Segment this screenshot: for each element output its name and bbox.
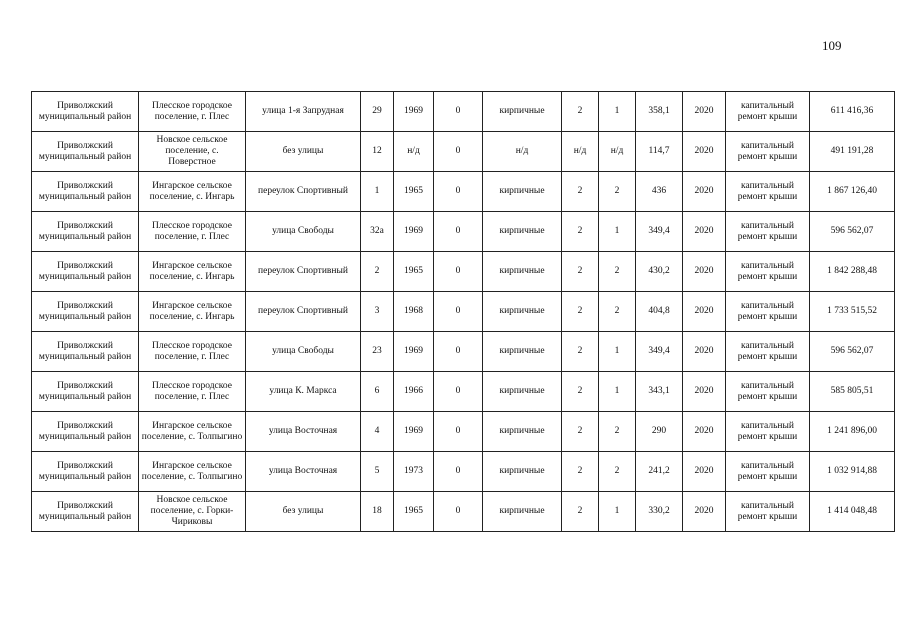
area-cell: 436 [636, 172, 683, 212]
floors-cell: 2 [562, 412, 599, 452]
entrances-cell: 1 [599, 212, 636, 252]
floors-cell: 2 [562, 292, 599, 332]
street-cell: улица Восточная [246, 452, 361, 492]
district-cell: Приволжский муниципальный район [32, 412, 139, 452]
area-cell: 343,1 [636, 372, 683, 412]
house-number-cell: 23 [361, 332, 394, 372]
district-cell: Приволжский муниципальный район [32, 332, 139, 372]
wear-cell: 0 [434, 332, 483, 372]
area-cell: 404,8 [636, 292, 683, 332]
floors-cell: 2 [562, 492, 599, 532]
wall-material-cell: кирпичные [483, 412, 562, 452]
table-row [32, 332, 895, 372]
repair-year-cell: 2020 [683, 492, 726, 532]
wear-cell: 0 [434, 452, 483, 492]
area-cell: 349,4 [636, 332, 683, 372]
cost-cell: 596 562,07 [810, 332, 895, 372]
year-cell: 1969 [394, 412, 434, 452]
street-cell: переулок Спортивный [246, 252, 361, 292]
work-type-cell: капитальный ремонт крыши [726, 252, 810, 292]
year-cell: 1969 [394, 212, 434, 252]
entrances-cell: 2 [599, 452, 636, 492]
table-row [32, 412, 895, 452]
entrances-cell: 1 [599, 92, 636, 132]
year-cell: 1965 [394, 252, 434, 292]
area-cell: 290 [636, 412, 683, 452]
entrances-cell: 2 [599, 252, 636, 292]
wear-cell: 0 [434, 492, 483, 532]
floors-cell: 2 [562, 92, 599, 132]
settlement-cell: Ингарское сельское поселение, с. Толпыгино [139, 452, 246, 492]
wall-material-cell: кирпичные [483, 252, 562, 292]
wall-material-cell: кирпичные [483, 292, 562, 332]
district-cell: Приволжский муниципальный район [32, 212, 139, 252]
settlement-cell: Новское сельское поселение, с. Горки-Чириковы [139, 492, 246, 532]
table-row [32, 92, 895, 132]
cost-cell: 596 562,07 [810, 212, 895, 252]
house-number-cell: 29 [361, 92, 394, 132]
table-row [32, 452, 895, 492]
repair-year-cell: 2020 [683, 332, 726, 372]
district-cell: Приволжский муниципальный район [32, 252, 139, 292]
floors-cell: 2 [562, 172, 599, 212]
district-cell: Приволжский муниципальный район [32, 132, 139, 172]
cost-cell: 1 867 126,40 [810, 172, 895, 212]
entrances-cell: 2 [599, 412, 636, 452]
cost-cell: 585 805,51 [810, 372, 895, 412]
wall-material-cell: кирпичные [483, 452, 562, 492]
area-cell: 358,1 [636, 92, 683, 132]
street-cell: без улицы [246, 132, 361, 172]
floors-cell: 2 [562, 252, 599, 292]
wall-material-cell: кирпичные [483, 92, 562, 132]
year-cell: н/д [394, 132, 434, 172]
cost-cell: 1 032 914,88 [810, 452, 895, 492]
entrances-cell: 2 [599, 172, 636, 212]
cost-cell: 1 241 896,00 [810, 412, 895, 452]
year-cell: 1966 [394, 372, 434, 412]
repair-year-cell: 2020 [683, 372, 726, 412]
floors-cell: н/д [562, 132, 599, 172]
settlement-cell: Ингарское сельское поселение, с. Ингарь [139, 292, 246, 332]
house-number-cell: 5 [361, 452, 394, 492]
district-cell: Приволжский муниципальный район [32, 292, 139, 332]
street-cell: улица Восточная [246, 412, 361, 452]
street-cell: улица Свободы [246, 332, 361, 372]
wall-material-cell: кирпичные [483, 492, 562, 532]
cost-cell: 611 416,36 [810, 92, 895, 132]
wear-cell: 0 [434, 372, 483, 412]
house-number-cell: 32а [361, 212, 394, 252]
table-row [32, 372, 895, 412]
year-cell: 1973 [394, 452, 434, 492]
table-row [32, 132, 895, 172]
house-number-cell: 6 [361, 372, 394, 412]
entrances-cell: 2 [599, 292, 636, 332]
house-number-cell: 1 [361, 172, 394, 212]
cost-cell: 491 191,28 [810, 132, 895, 172]
year-cell: 1965 [394, 492, 434, 532]
table-row [32, 492, 895, 532]
cost-cell: 1 733 515,52 [810, 292, 895, 332]
table-body [32, 92, 895, 532]
wall-material-cell: кирпичные [483, 372, 562, 412]
page-number: 109 [822, 38, 842, 53]
entrances-cell: 1 [599, 332, 636, 372]
work-type-cell: капитальный ремонт крыши [726, 92, 810, 132]
house-number-cell: 18 [361, 492, 394, 532]
repair-year-cell: 2020 [683, 452, 726, 492]
wear-cell: 0 [434, 412, 483, 452]
area-cell: 430,2 [636, 252, 683, 292]
house-number-cell: 12 [361, 132, 394, 172]
settlement-cell: Ингарское сельское поселение, с. Толпыгино [139, 412, 246, 452]
wear-cell: 0 [434, 212, 483, 252]
settlement-cell: Новское сельское поселение, с. Поверстное [139, 132, 246, 172]
entrances-cell: 1 [599, 492, 636, 532]
year-cell: 1969 [394, 332, 434, 372]
wall-material-cell: кирпичные [483, 332, 562, 372]
entrances-cell: н/д [599, 132, 636, 172]
repair-year-cell: 2020 [683, 412, 726, 452]
work-type-cell: капитальный ремонт крыши [726, 292, 810, 332]
floors-cell: 2 [562, 452, 599, 492]
work-type-cell: капитальный ремонт крыши [726, 212, 810, 252]
wall-material-cell: кирпичные [483, 172, 562, 212]
settlement-cell: Плесское городское поселение, г. Плес [139, 332, 246, 372]
table-row [32, 252, 895, 292]
street-cell: улица Свободы [246, 212, 361, 252]
street-cell: улица К. Маркса [246, 372, 361, 412]
year-cell: 1965 [394, 172, 434, 212]
settlement-cell: Плесское городское поселение, г. Плес [139, 372, 246, 412]
repair-year-cell: 2020 [683, 92, 726, 132]
repair-year-cell: 2020 [683, 252, 726, 292]
settlement-cell: Плесское городское поселение, г. Плес [139, 212, 246, 252]
street-cell: переулок Спортивный [246, 292, 361, 332]
settlement-cell: Ингарское сельское поселение, с. Ингарь [139, 252, 246, 292]
floors-cell: 2 [562, 212, 599, 252]
floors-cell: 2 [562, 372, 599, 412]
table-row [32, 212, 895, 252]
repair-year-cell: 2020 [683, 132, 726, 172]
settlement-cell: Ингарское сельское поселение, с. Ингарь [139, 172, 246, 212]
wear-cell: 0 [434, 292, 483, 332]
district-cell: Приволжский муниципальный район [32, 172, 139, 212]
street-cell: улица 1-я Запрудная [246, 92, 361, 132]
street-cell: без улицы [246, 492, 361, 532]
district-cell: Приволжский муниципальный район [32, 492, 139, 532]
repair-year-cell: 2020 [683, 292, 726, 332]
house-number-cell: 2 [361, 252, 394, 292]
work-type-cell: капитальный ремонт крыши [726, 452, 810, 492]
work-type-cell: капитальный ремонт крыши [726, 492, 810, 532]
repair-year-cell: 2020 [683, 212, 726, 252]
work-type-cell: капитальный ремонт крыши [726, 172, 810, 212]
wear-cell: 0 [434, 132, 483, 172]
settlement-cell: Плесское городское поселение, г. Плес [139, 92, 246, 132]
wear-cell: 0 [434, 92, 483, 132]
area-cell: 349,4 [636, 212, 683, 252]
table-row [32, 172, 895, 212]
district-cell: Приволжский муниципальный район [32, 372, 139, 412]
area-cell: 330,2 [636, 492, 683, 532]
wear-cell: 0 [434, 252, 483, 292]
wear-cell: 0 [434, 172, 483, 212]
floors-cell: 2 [562, 332, 599, 372]
work-type-cell: капитальный ремонт крыши [726, 132, 810, 172]
year-cell: 1968 [394, 292, 434, 332]
entrances-cell: 1 [599, 372, 636, 412]
area-cell: 241,2 [636, 452, 683, 492]
wall-material-cell: н/д [483, 132, 562, 172]
wall-material-cell: кирпичные [483, 212, 562, 252]
house-number-cell: 4 [361, 412, 394, 452]
work-type-cell: капитальный ремонт крыши [726, 372, 810, 412]
area-cell: 114,7 [636, 132, 683, 172]
table-row [32, 292, 895, 332]
district-cell: Приволжский муниципальный район [32, 452, 139, 492]
cost-cell: 1 414 048,48 [810, 492, 895, 532]
cost-cell: 1 842 288,48 [810, 252, 895, 292]
work-type-cell: капитальный ремонт крыши [726, 412, 810, 452]
house-number-cell: 3 [361, 292, 394, 332]
work-type-cell: капитальный ремонт крыши [726, 332, 810, 372]
repair-year-cell: 2020 [683, 172, 726, 212]
street-cell: переулок Спортивный [246, 172, 361, 212]
housing-repair-table [31, 91, 895, 532]
district-cell: Приволжский муниципальный район [32, 92, 139, 132]
year-cell: 1969 [394, 92, 434, 132]
